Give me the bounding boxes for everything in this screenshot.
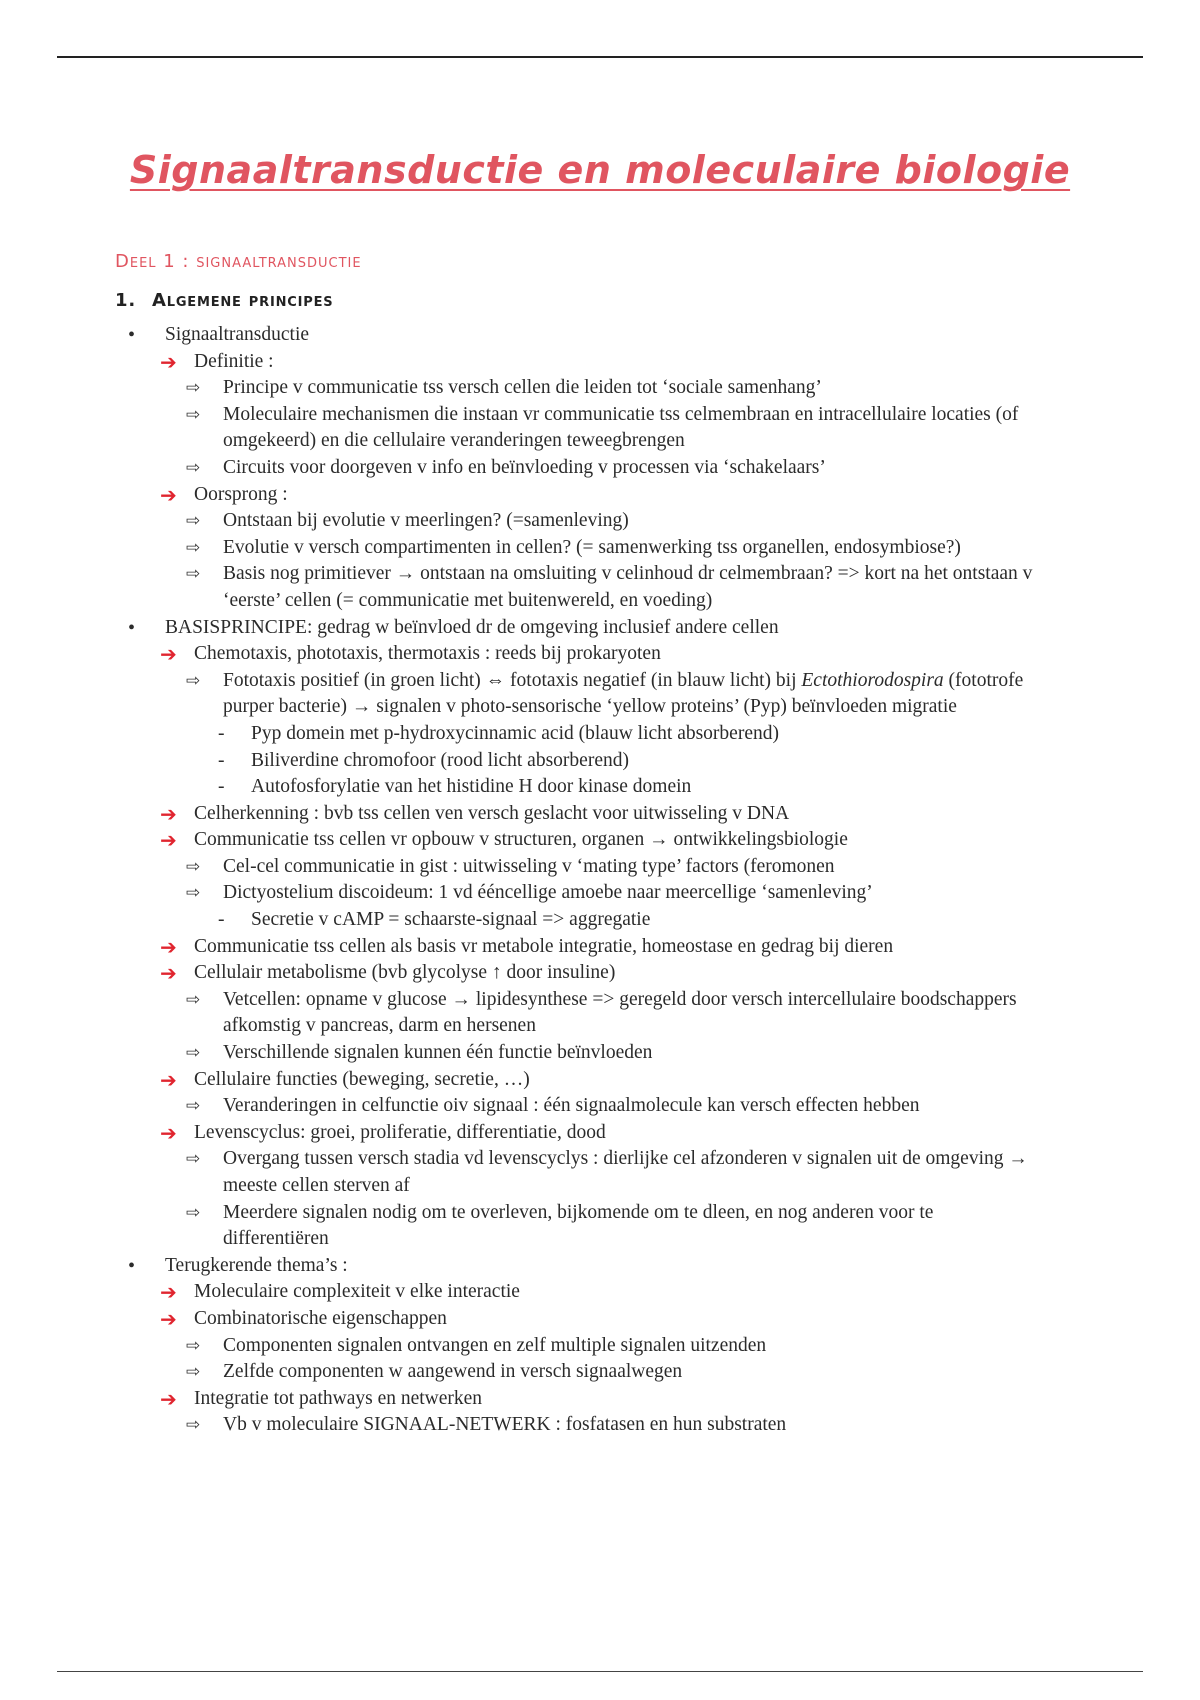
- outline-arrow-icon: ⇨: [186, 1335, 201, 1356]
- list-item: ⇨ Meerdere signalen nodig om te overleven, bijkomende om te dleen, en nog anderen voor te: [0, 1200, 1200, 1227]
- list-item: ⇨ Verschillende signalen kunnen één functie beïnvloeden: [0, 1040, 1200, 1067]
- list-item-continuation: purper bacterie) → signalen v photo-sensorische ‘yellow proteins’ (Pyp) beïnvloeden migratie: [223, 696, 957, 718]
- outline-arrow-icon: ⇨: [186, 1096, 201, 1117]
- outline-arrow-icon: ⇨: [186, 511, 201, 532]
- list-item: ⇨ Overgang tussen versch stadia vd levenscyclys : dierlijke cel afzonderen v signalen uit de omgeving →: [0, 1146, 1200, 1173]
- red-arrow-icon: ➔: [160, 934, 177, 959]
- red-arrow-icon: ➔: [160, 642, 177, 667]
- list-item: ⇨ Veranderingen in celfunctie oiv signaal : één signaalmolecule kan versch effecten hebben: [0, 1093, 1200, 1120]
- list-item: ➔ Definitie :: [160, 349, 274, 374]
- list-item-continuation: omgekeerd) en die cellulaire veranderingen teweegbrengen: [223, 430, 685, 452]
- list-item-continuation: afkomstig v pancreas, darm en hersenen: [223, 1015, 536, 1037]
- page-title: Signaaltransductie en moleculaire biologie: [129, 148, 1071, 192]
- list-item: ➔ Integratie tot pathways en netwerken: [160, 1386, 483, 1411]
- outline-arrow-icon: ⇨: [186, 989, 201, 1010]
- list-item: • Signaaltransductie: [0, 322, 1200, 349]
- outline-arrow-icon: ⇨: [186, 404, 201, 425]
- list-item: ⇨ Dictyostelium discoideum: 1 vd ééncellige amoebe naar meercellige ‘samenleving’: [0, 880, 1200, 907]
- list-item: ➔ Combinatorische eigenschappen: [160, 1306, 447, 1331]
- section-number: 1.: [115, 290, 136, 311]
- top-rule: [57, 56, 1143, 58]
- list-item: - Biliverdine chromofoor (rood licht absorberend): [0, 748, 1200, 775]
- list-item: ⇨ Evolutie v versch compartimenten in cellen? (= samenwerking tss organellen, endosymbiose?): [0, 535, 1200, 562]
- list-item: • Terugkerende thema’s :: [0, 1253, 1200, 1280]
- red-arrow-icon: ➔: [160, 349, 177, 374]
- dash-icon: -: [218, 749, 225, 771]
- outline-arrow-icon: ⇨: [186, 378, 201, 399]
- red-arrow-icon: ➔: [160, 1120, 177, 1145]
- list-item: ⇨ Vetcellen: opname v glucose → lipidesynthese => geregeld door versch intercellulaire boodschappers: [0, 987, 1200, 1014]
- list-item: ⇨ Zelfde componenten w aangewend in versch signaalwegen: [0, 1359, 1200, 1386]
- bottom-rule: [57, 1671, 1143, 1672]
- list-item-continuation: differentiëren: [223, 1228, 329, 1250]
- dash-icon: -: [218, 909, 225, 931]
- list-item: ➔ Celherkenning : bvb tss cellen ven versch geslacht voor uitwisseling v DNA: [160, 801, 790, 826]
- species-name: Ectothiorodospira: [801, 669, 944, 691]
- list-item: ⇨ Fototaxis positief (in groen licht) ⇔ fototaxis negatief (in blauw licht) bij Ectothiorodospira (fototrofe: [0, 668, 1200, 695]
- list-item: ⇨ Moleculaire mechanismen die instaan vr communicatie tss celmembraan en intracellulaire locaties (of: [0, 402, 1200, 429]
- list-item: ➔ Oorsprong :: [160, 482, 288, 507]
- notes-body: [0, 322, 1200, 1439]
- bullet-icon: •: [128, 324, 136, 346]
- outline-arrow-icon: ⇨: [186, 1149, 201, 1170]
- list-item: - Autofosforylatie van het histidine H door kinase domein: [0, 774, 1200, 801]
- list-item: ⇨ Circuits voor doorgeven v info en beïnvloeding v processen via ‘schakelaars’: [0, 455, 1200, 482]
- list-item: ➔ Cellulaire functies (beweging, secretie, …): [160, 1067, 530, 1092]
- red-arrow-icon: ➔: [160, 828, 177, 853]
- outline-arrow-icon: ⇨: [186, 1043, 201, 1064]
- outline-arrow-icon: ⇨: [186, 670, 201, 691]
- red-arrow-icon: ➔: [160, 1386, 177, 1411]
- list-item: ⇨ Componenten signalen ontvangen en zelf multiple signalen uitzenden: [0, 1333, 1200, 1360]
- list-item: ⇨ Cel-cel communicatie in gist : uitwisseling v ‘mating type’ factors (feromonen: [0, 854, 1200, 881]
- red-arrow-icon: ➔: [160, 1280, 177, 1305]
- list-item: ➔ Communicatie tss cellen als basis vr metabole integratie, homeostase en gedrag bij dieren: [160, 934, 894, 959]
- list-item: ➔ Cellulair metabolisme (bvb glycolyse ↑ door insuline): [160, 961, 616, 986]
- section-heading: [115, 290, 333, 311]
- list-item-continuation: ‘eerste’ cellen (= communicatie met buitenwereld, en voeding): [223, 589, 713, 611]
- outline-arrow-icon: ⇨: [186, 537, 201, 558]
- red-arrow-icon: ➔: [160, 961, 177, 986]
- dash-icon: -: [218, 722, 225, 744]
- list-item: ⇨ Basis nog primitiever → ontstaan na omsluiting v celinhoud dr celmembraan? => kort na het ontstaan v: [0, 561, 1200, 588]
- bullet-icon: •: [128, 1254, 136, 1277]
- red-arrow-icon: ➔: [160, 482, 177, 507]
- red-arrow-icon: ➔: [160, 801, 177, 826]
- dash-icon: -: [218, 776, 225, 798]
- outline-arrow-icon: ⇨: [186, 1415, 201, 1436]
- bullet-icon: •: [128, 616, 136, 639]
- list-item: ⇨ Vb v moleculaire SIGNAAL-NETWERK : fosfatasen en hun substraten: [0, 1412, 1200, 1439]
- red-arrow-icon: ➔: [160, 1067, 177, 1092]
- outline-arrow-icon: ⇨: [186, 564, 201, 585]
- list-item: ⇨ Principe v communicatie tss versch cellen die leiden tot ‘sociale samenhang’: [0, 375, 1200, 402]
- list-item: ➔ Moleculaire complexiteit v elke interactie: [160, 1280, 520, 1305]
- outline-arrow-icon: ⇨: [186, 1362, 201, 1383]
- list-item: - Pyp domein met p-hydroxycinnamic acid (blauw licht absorberend): [0, 721, 1200, 748]
- list-item: • BASISPRINCIPE: gedrag w beïnvloed dr de omgeving inclusief andere cellen: [0, 615, 1200, 642]
- list-item: ➔ Levenscyclus: groei, proliferatie, differentiatie, dood: [160, 1120, 606, 1145]
- list-item: ➔ Chemotaxis, phototaxis, thermotaxis : reeds bij prokaryoten: [160, 642, 661, 667]
- list-item: - Secretie v cAMP = schaarste-signaal => aggregatie: [0, 907, 1200, 934]
- list-item: ➔ Communicatie tss cellen vr opbouw v structuren, organen → ontwikkelingsbiologie: [160, 828, 848, 853]
- outline-arrow-icon: ⇨: [186, 457, 201, 478]
- outline-arrow-icon: ⇨: [186, 1202, 201, 1223]
- outline-arrow-icon: ⇨: [186, 856, 201, 877]
- red-arrow-icon: ➔: [160, 1306, 177, 1331]
- outline-arrow-icon: ⇨: [186, 883, 201, 904]
- list-item-continuation: meeste cellen sterven af: [223, 1175, 410, 1196]
- part-heading: Deel 1 : signaaltransductie: [115, 251, 362, 272]
- section-title: Algemene principes: [152, 290, 334, 311]
- list-item: ⇨ Ontstaan bij evolutie v meerlingen? (=samenleving): [0, 508, 1200, 535]
